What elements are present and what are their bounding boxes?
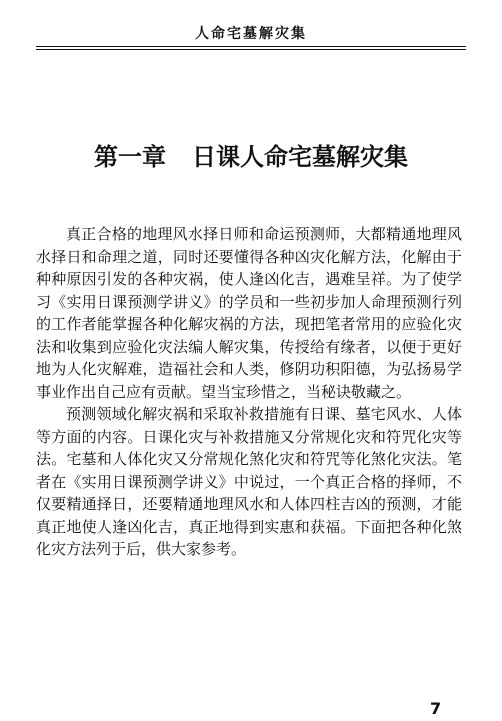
header-rule-thick <box>36 46 466 47</box>
chapter-title: 日课人命宅墓解灾集 <box>192 143 408 171</box>
page-number: 7 <box>430 699 442 718</box>
running-header: 人命宅墓解灾集 <box>195 26 307 42</box>
body-text <box>36 223 462 561</box>
chapter-number: 第一章 <box>94 143 166 171</box>
header-rule-thin <box>36 49 466 50</box>
paragraph: 预测领域化解灾祸和采取补救措施有日课、墓宅风水、人体等方面的内容。日课化灾与补救措施又分常规化灾和符咒化灾等法。宅墓和人体化灾又分常规化煞化灾和符咒等化煞化灾法。笔者在《实用日课预测学讲义》中说过，一个真正合格的择师，不仅要精通择日，还要精通地理风水和人体四柱吉凶的预测，才能真正地使人逢凶化吉，真正地得到实惠和获福。下面把各种化煞化灾方法列于后，供大家参考。 <box>36 405 462 558</box>
paragraph: 真正合格的地理风水择日师和命运预测师，大都精通地理风水择日和命理之道，同时还要懂得各种凶灾化解方法，化解由于种种原因引发的各种灾祸，使人逢凶化吉，遇难呈祥。为了使学习《实用日课预测学讲义》的学员和一些初步加人命理预测行列的工作者能掌握各种化解灾祸的方法，现把笔者常用的应验化灾法和收集到应验化灾法编人解灾集，传授给有缘者，以便于更好地为人化灾解难，造福社会和人类，修阴功积阳德，为弘扬易学事业作出自己应有贡献。望当宝珍惜之，当秘诀敬藏之。 <box>36 225 462 401</box>
chapter-heading <box>0 143 502 171</box>
